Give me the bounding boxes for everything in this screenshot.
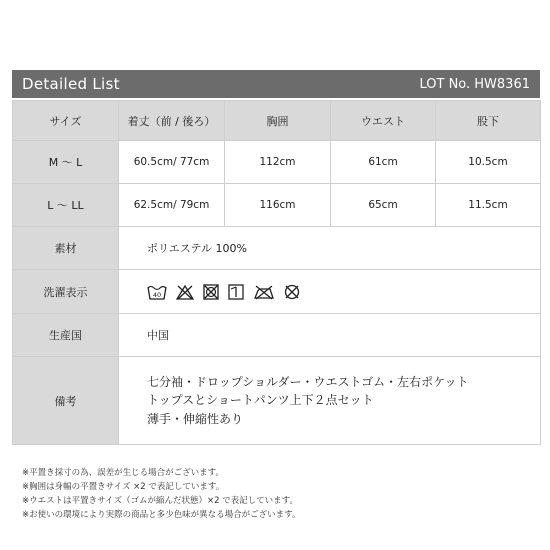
- line-dry-icon: [228, 284, 244, 300]
- material-value: ポリエステル 100%: [119, 227, 541, 270]
- notes-label: 備考: [13, 357, 119, 445]
- lot-number: LOT No. HW8361: [419, 76, 530, 92]
- header-waist: ウエスト: [331, 101, 436, 141]
- care-icons-cell: [119, 270, 541, 314]
- no-iron-icon: [253, 284, 275, 300]
- material-label: 素材: [13, 227, 119, 270]
- notes-line: 薄手・伸縮性あり: [147, 411, 244, 426]
- inseam-value: 10.5cm: [436, 141, 541, 184]
- wash-40-icon: [147, 284, 167, 300]
- chest-value: 116cm: [225, 184, 331, 227]
- notes-row: [13, 357, 541, 445]
- no-tumble-dry-icon: [203, 284, 219, 300]
- footer-note: ※平置き採寸の為、誤差が生じる場合がございます。: [22, 468, 224, 478]
- chest-value: 112cm: [225, 141, 331, 184]
- header-size: サイズ: [13, 101, 119, 141]
- footer-note: ※ウエストは平置きサイズ（ゴムが縮んだ状態）×2 で表記しています。: [22, 496, 298, 506]
- inseam-value: 11.5cm: [436, 184, 541, 227]
- material-row: [13, 227, 541, 270]
- origin-label: 生産国: [13, 314, 119, 357]
- no-dry-clean-icon: [284, 284, 300, 300]
- origin-row: [13, 314, 541, 357]
- notes-value: [119, 357, 541, 445]
- waist-value: 61cm: [331, 141, 436, 184]
- wash-temp: 40: [152, 290, 162, 299]
- detail-header: [12, 70, 540, 98]
- no-bleach-icon: [176, 284, 194, 300]
- header-length: 着丈（前 / 後ろ）: [119, 101, 225, 141]
- size-header-row: [13, 101, 541, 141]
- footer-note: ※お使いの環境により実際の商品と多少色味が異なる場合がございます。: [22, 510, 301, 520]
- header-inseam: 股下: [436, 101, 541, 141]
- header-chest: 胸囲: [225, 101, 331, 141]
- size-row-l-ll: [13, 184, 541, 227]
- care-row: [13, 270, 541, 314]
- detail-table: [12, 100, 541, 445]
- length-value: 62.5cm/ 79cm: [119, 184, 225, 227]
- header-title: Detailed List: [22, 75, 120, 93]
- waist-value: 65cm: [331, 184, 436, 227]
- size-name: M 〜 L: [13, 141, 119, 184]
- notes-line: トップスとショートパンツ上下２点セット: [147, 393, 374, 408]
- footer-note: ※胸囲は身幅の平置きサイズ ×2 で表記しています。: [22, 482, 225, 492]
- notes-line: 七分袖・ドロップショルダー・ウエストゴム・左右ポケット: [147, 374, 469, 389]
- origin-value: 中国: [119, 314, 541, 357]
- footer-notes: [22, 466, 300, 522]
- size-name: L 〜 LL: [13, 184, 119, 227]
- size-row-m-l: [13, 141, 541, 184]
- care-icons: [147, 284, 540, 300]
- care-label: 洗濯表示: [13, 270, 119, 314]
- length-value: 60.5cm/ 77cm: [119, 141, 225, 184]
